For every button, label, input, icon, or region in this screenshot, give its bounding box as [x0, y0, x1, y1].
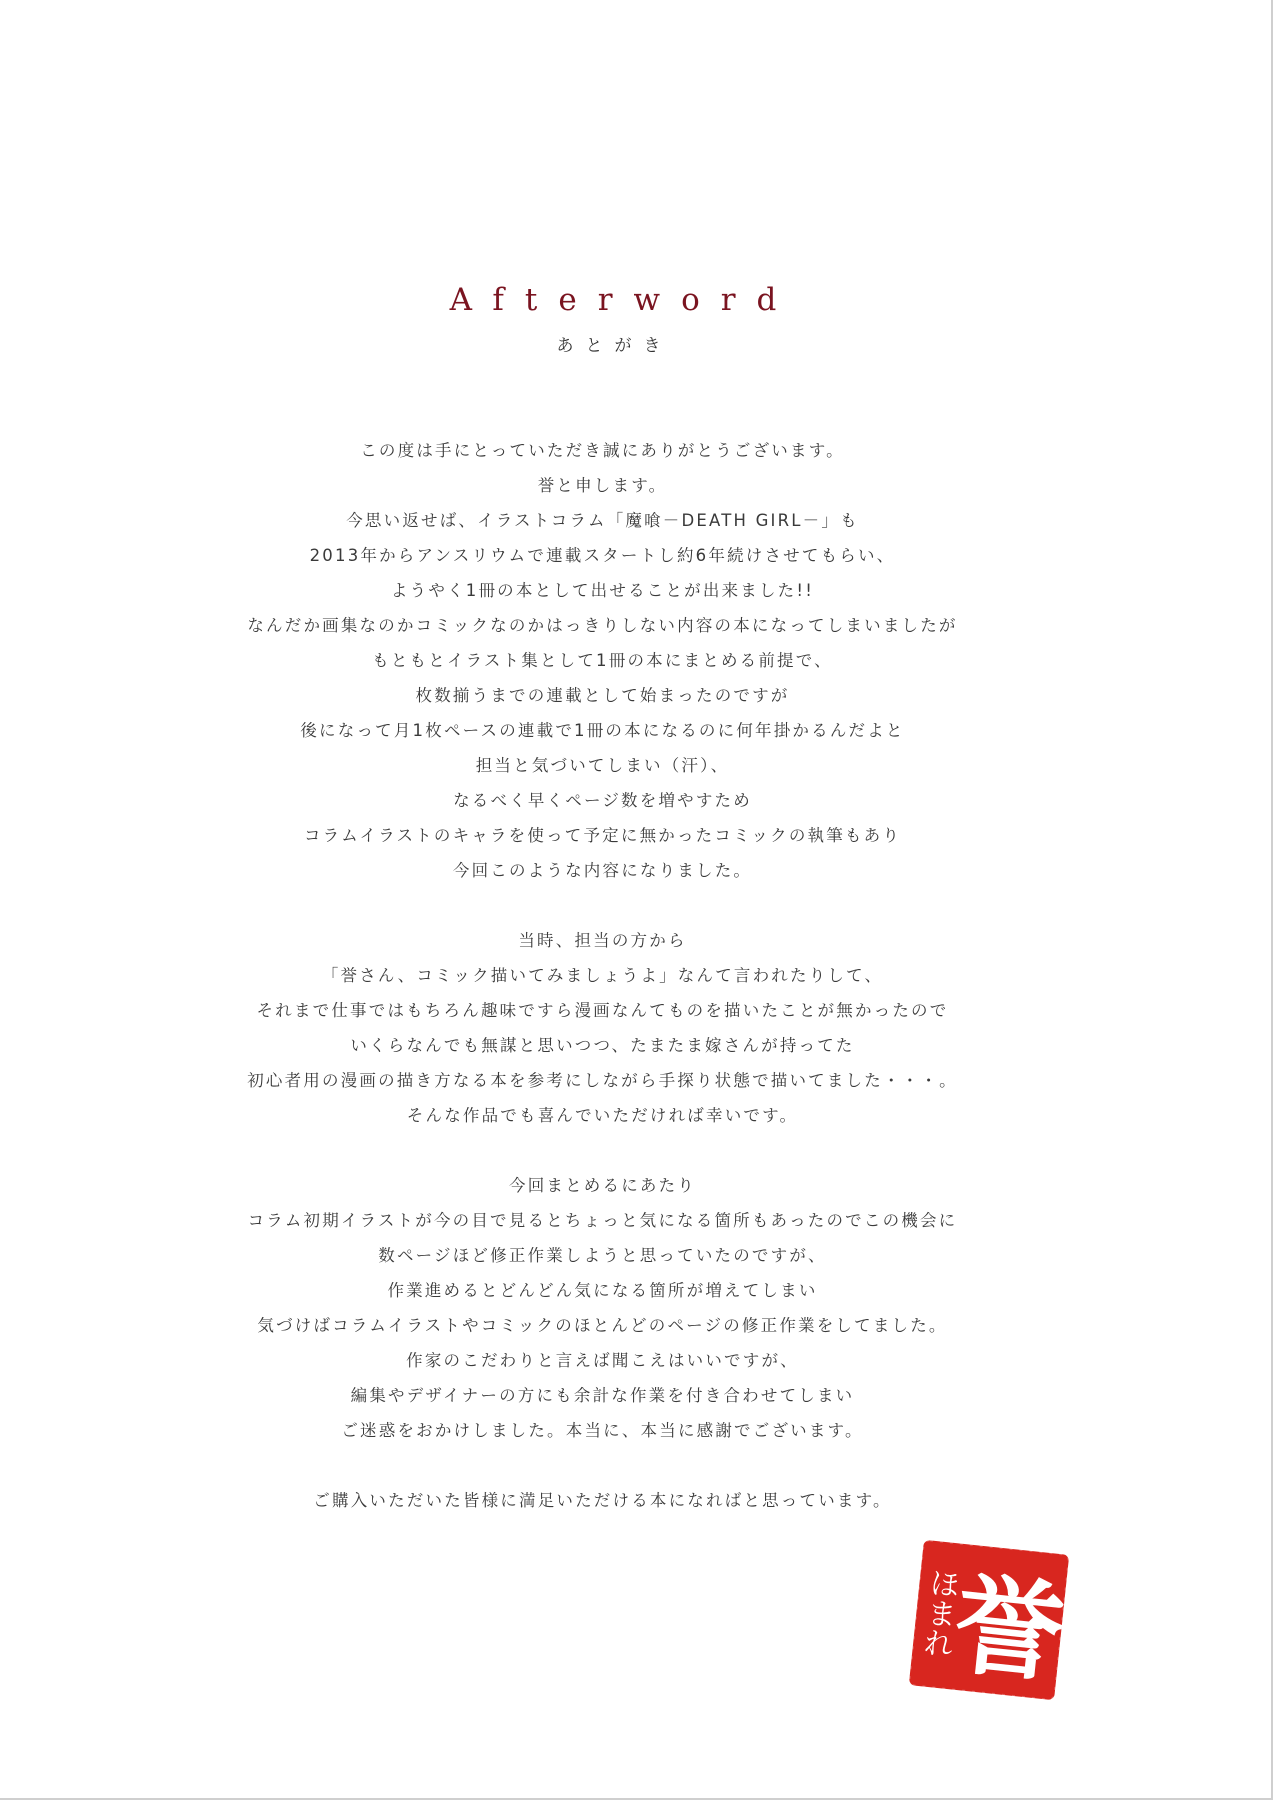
page-subtitle: あとがき [556, 336, 673, 356]
body-line: 初心者用の漫画の描き方なる本を参考にしながら手探り状態で描いてました・・・。 [247, 1071, 958, 1090]
afterword-body [0, 433, 1205, 1518]
body-line: 今思い返せば、イラストコラム「魔喰－DEATH GIRL－」も [346, 511, 859, 530]
body-line: 今回このような内容になりました。 [452, 861, 753, 880]
body-line: 当時、担当の方から [518, 931, 687, 950]
body-line: それまで仕事ではもちろん趣味ですら漫画なんてものを描いたことが無かったので [256, 1001, 949, 1020]
body-line: なるべく早くページ数を増やすため [453, 791, 752, 810]
paragraph-spacer [0, 888, 1205, 923]
body-line: コラムイラストのキャラを使って予定に無かったコミックの執筆もあり [303, 826, 902, 845]
seal-main-char: 誉 [948, 1561, 1070, 1699]
paragraph-spacer [0, 1448, 1205, 1483]
body-line: 気づけばコラムイラストやコミックのほとんどのページの修正作業をしてました。 [257, 1316, 948, 1335]
artist-seal-stamp [906, 1537, 1072, 1703]
body-line: 誉と申します。 [537, 476, 668, 495]
body-line: 数ページほど修正作業しようと思っていたのですが、 [378, 1246, 827, 1265]
seal-kana: ほまれ [916, 1566, 961, 1660]
body-line: 2013年からアンスリウムで連載スタートし約6年続けさせてもらい、 [309, 546, 896, 565]
body-line: ご購入いただいた皆様に満足いただける本になればと思っています。 [313, 1491, 892, 1510]
body-line: 後になって月1枚ペースの連載で1冊の本になるのに何年掛かるんだよと [300, 721, 905, 740]
body-line: そんな作品でも喜んでいただければ幸いです。 [406, 1106, 799, 1125]
body-line: 編集やデザイナーの方にも余計な作業を付き合わせてしまい [350, 1386, 855, 1405]
paragraph-spacer [0, 1133, 1205, 1168]
body-line: 作家のこだわりと言えば聞こえはいいですが、 [406, 1351, 799, 1370]
body-line: ようやく1冊の本として出せることが出来ました!! [390, 581, 815, 600]
body-line: コラム初期イラストが今の目で見るとちょっと気になる箇所もあったのでこの機会に [247, 1211, 958, 1230]
page-title: Afterword [449, 282, 798, 318]
body-line: 「誉さん、コミック描いてみましょうよ」なんて言われたりして、 [321, 966, 884, 985]
body-line: 作業進めるとどんどん気になる箇所が増えてしまい [387, 1281, 818, 1300]
body-line: 担当と気づいてしまい（汗）、 [475, 756, 730, 775]
body-line: この度は手にとっていただき誠にありがとうございます。 [360, 441, 845, 460]
body-line: 枚数揃うまでの連載として始まったのですが [415, 686, 790, 705]
body-line: ご迷惑をおかけしました。本当に、本当に感謝でございます。 [341, 1421, 864, 1440]
body-line: 今回まとめるにあたり [509, 1176, 696, 1195]
body-line: なんだか画集なのかコミックなのかはっきりしない内容の本になってしまいましたが [247, 616, 958, 635]
body-line: いくらなんでも無謀と思いつつ、たまたま嫁さんが持ってた [350, 1036, 855, 1055]
body-line: もともとイラスト集として1冊の本にまとめる前提で、 [372, 651, 833, 670]
